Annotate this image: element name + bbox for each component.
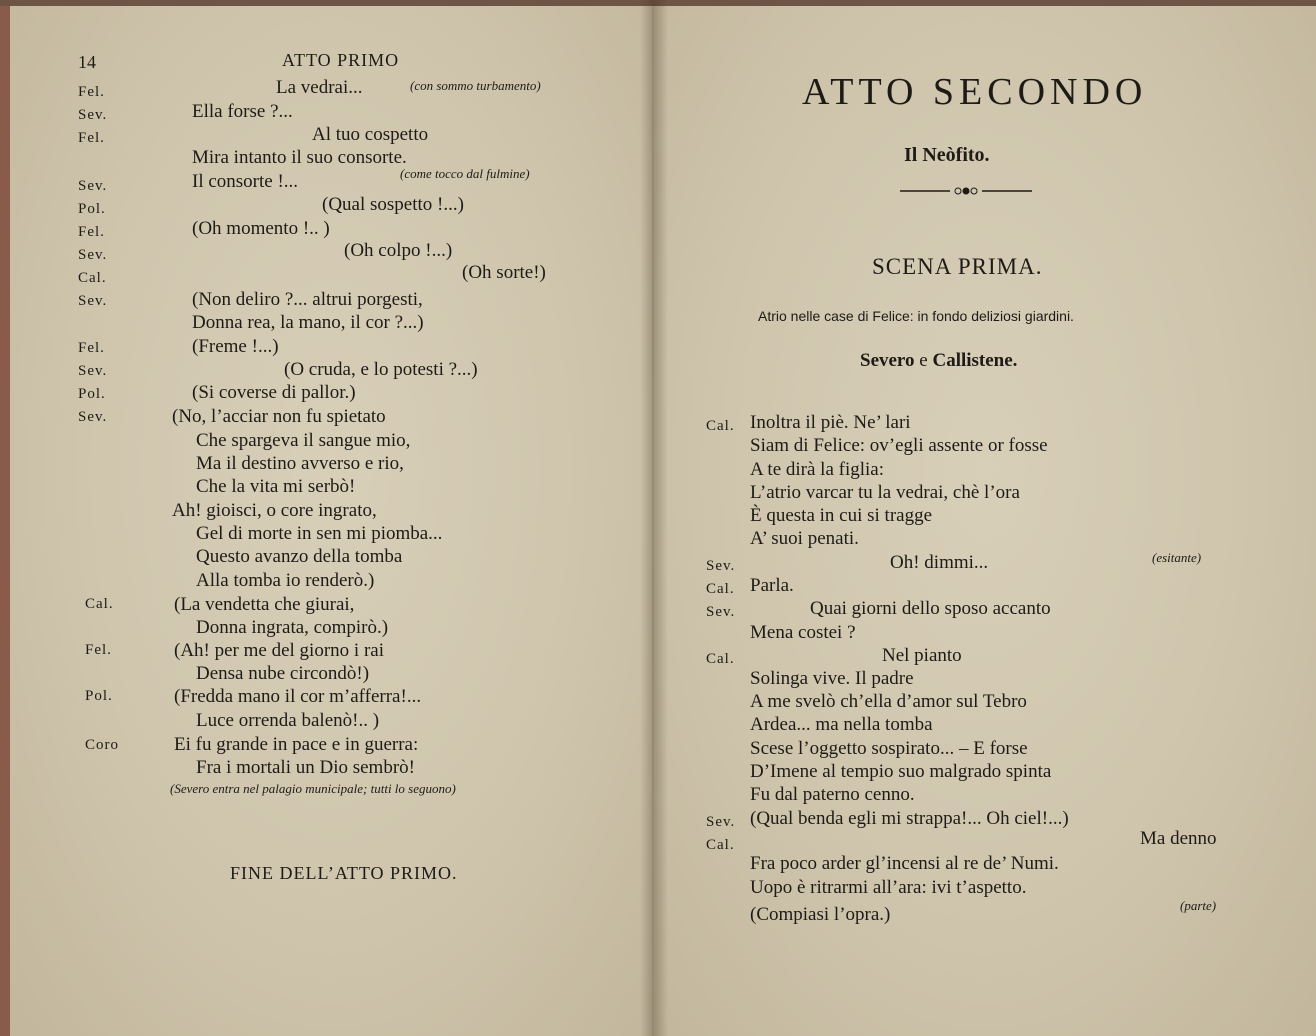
verse-line: (Compiasi l’opra.) bbox=[750, 904, 891, 925]
verse-line: Il consorte !... bbox=[192, 171, 299, 192]
speaker-label: Sev. bbox=[78, 409, 108, 425]
speaker-label: Fel. bbox=[78, 84, 105, 100]
verse-line: Densa nube circondò!) bbox=[196, 663, 370, 684]
verse-line: Mira intanto il suo consorte. bbox=[192, 147, 407, 168]
verse-line: (Qual benda egli mi strappa!... Oh ciel!...) bbox=[750, 808, 1069, 829]
verse-line: (Oh colpo !...) bbox=[344, 240, 453, 261]
verse-line: Fu dal paterno cenno. bbox=[750, 784, 915, 805]
act-title: ATTO SECONDO bbox=[802, 71, 1148, 113]
verse-line: (Freme !...) bbox=[192, 336, 279, 357]
stage-direction: (con sommo turbamento) bbox=[410, 78, 541, 93]
verse-line: Alla tomba io renderò.) bbox=[196, 570, 375, 591]
verse-line: Ma denno bbox=[1140, 828, 1217, 849]
left-page bbox=[0, 6, 652, 1036]
stage-direction: (parte) bbox=[1180, 898, 1217, 913]
verse-line: Al tuo cospetto bbox=[312, 124, 429, 145]
speaker-label: Pol. bbox=[78, 201, 106, 217]
verse-line: Che la vita mi serbò! bbox=[196, 476, 356, 497]
speaker-label: Sev. bbox=[78, 247, 108, 263]
speaker-label: Fel. bbox=[78, 130, 105, 146]
stage-direction: (esitante) bbox=[1152, 550, 1202, 565]
character-conjunction: e bbox=[919, 350, 928, 371]
verse-line: Ah! gioisci, o core ingrato, bbox=[172, 500, 377, 521]
verse-line: Donna ingrata, compirò.) bbox=[196, 617, 389, 638]
verse-line: (O cruda, e lo potesti ?...) bbox=[284, 359, 478, 380]
speaker-label: Fel. bbox=[85, 642, 112, 658]
speaker-label: Coro bbox=[85, 737, 119, 753]
speaker-label: Cal. bbox=[706, 418, 735, 434]
speaker-label: Pol. bbox=[85, 688, 113, 704]
running-head: ATTO PRIMO bbox=[282, 50, 400, 70]
scene-setting: Atrio nelle case di Felice: in fondo deliziosi giardini. bbox=[758, 308, 1074, 324]
verse-line: Parla. bbox=[750, 575, 794, 596]
verse-line: A te dirà la figlia: bbox=[750, 459, 885, 480]
verse-line: Che spargeva il sangue mio, bbox=[196, 430, 411, 451]
speaker-label: Pol. bbox=[78, 386, 106, 402]
speaker-label: Cal. bbox=[706, 651, 735, 667]
speaker-label: Sev. bbox=[706, 558, 736, 574]
verse-line: Mena costei ? bbox=[750, 622, 856, 643]
verse-line: A’ suoi penati. bbox=[750, 528, 859, 549]
verse-line: Ardea... ma nella tomba bbox=[750, 714, 933, 735]
speaker-label: Sev. bbox=[706, 814, 736, 830]
stage-direction: (Severo entra nel palagio municipale; tutti lo seguono) bbox=[170, 781, 456, 796]
speaker-label: Cal. bbox=[706, 837, 735, 853]
verse-line: (Fredda mano il cor m’afferra!... bbox=[174, 686, 422, 707]
book-gutter bbox=[640, 0, 668, 1036]
character-name: Severo bbox=[860, 350, 915, 371]
verse-line: Fra i mortali un Dio sembrò! bbox=[196, 757, 415, 778]
ornamental-divider bbox=[898, 184, 1034, 198]
verse-line: (Non deliro ?... altrui porgesti, bbox=[192, 289, 423, 310]
verse-line: Uopo è ritrarmi all’ara: ivi t’aspetto. bbox=[750, 877, 1027, 898]
page-number: 14 bbox=[78, 52, 96, 72]
speaker-label: Cal. bbox=[706, 581, 735, 597]
verse-line: Solinga vive. Il padre bbox=[750, 668, 914, 689]
right-page bbox=[654, 6, 1316, 1036]
verse-line: Oh! dimmi... bbox=[890, 552, 989, 573]
verse-line: Quai giorni dello sposo accanto bbox=[810, 598, 1051, 619]
verse-line: Donna rea, la mano, il cor ?...) bbox=[192, 312, 424, 333]
speaker-label: Sev. bbox=[78, 363, 108, 379]
act-subtitle: Il Neòfito. bbox=[904, 144, 990, 166]
verse-line: (Oh momento !.. ) bbox=[192, 218, 330, 239]
verse-line: La vedrai... bbox=[276, 77, 363, 98]
stage-direction: (come tocco dal fulmine) bbox=[400, 166, 530, 181]
character-name: Callistene. bbox=[932, 350, 1018, 371]
verse-line: Ei fu grande in pace e in guerra: bbox=[174, 734, 419, 755]
verse-line: Ma il destino avverso e rio, bbox=[196, 453, 404, 474]
verse-line: (No, l’acciar non fu spietato bbox=[172, 406, 386, 427]
verse-line: Questo avanzo della tomba bbox=[196, 546, 403, 567]
speaker-label: Sev. bbox=[706, 604, 736, 620]
speaker-label: Fel. bbox=[78, 340, 105, 356]
verse-line: (Oh sorte!) bbox=[462, 262, 546, 283]
speaker-label: Cal. bbox=[85, 596, 114, 612]
speaker-label: Sev. bbox=[78, 293, 108, 309]
act-end-line: FINE DELL’ATTO PRIMO. bbox=[230, 863, 458, 883]
verse-line: (Si coverse di pallor.) bbox=[192, 382, 356, 403]
verse-line: A me svelò ch’ella d’amor sul Tebro bbox=[750, 691, 1027, 712]
verse-line: È questa in cui si tragge bbox=[750, 505, 933, 526]
verse-line: (La vendetta che giurai, bbox=[174, 594, 355, 615]
speaker-label: Fel. bbox=[78, 224, 105, 240]
verse-line: Siam di Felice: ov’egli assente or fosse bbox=[750, 435, 1048, 456]
speaker-label: Sev. bbox=[78, 178, 108, 194]
verse-line: D’Imene al tempio suo malgrado spinta bbox=[750, 761, 1052, 782]
verse-line: Luce orrenda balenò!.. ) bbox=[196, 710, 380, 731]
speaker-label: Sev. bbox=[78, 107, 108, 123]
verse-line: Ella forse ?... bbox=[192, 101, 293, 122]
speaker-label: Cal. bbox=[78, 270, 107, 286]
verse-line: (Qual sospetto !...) bbox=[322, 194, 464, 215]
verse-line: Inoltra il piè. Ne’ lari bbox=[750, 412, 911, 433]
scene-characters bbox=[860, 350, 1017, 372]
scene-title: SCENA PRIMA. bbox=[872, 254, 1043, 279]
verse-line: Nel pianto bbox=[882, 645, 962, 666]
verse-line: (Ah! per me del giorno i rai bbox=[174, 640, 384, 661]
verse-line: Gel di morte in sen mi piomba... bbox=[196, 523, 443, 544]
verse-line: Scese l’oggetto sospirato... – E forse bbox=[750, 738, 1028, 759]
verse-line: L’atrio varcar tu la vedrai, chè l’ora bbox=[750, 482, 1020, 503]
verse-line: Fra poco arder gl’incensi al re de’ Numi. bbox=[750, 853, 1059, 874]
